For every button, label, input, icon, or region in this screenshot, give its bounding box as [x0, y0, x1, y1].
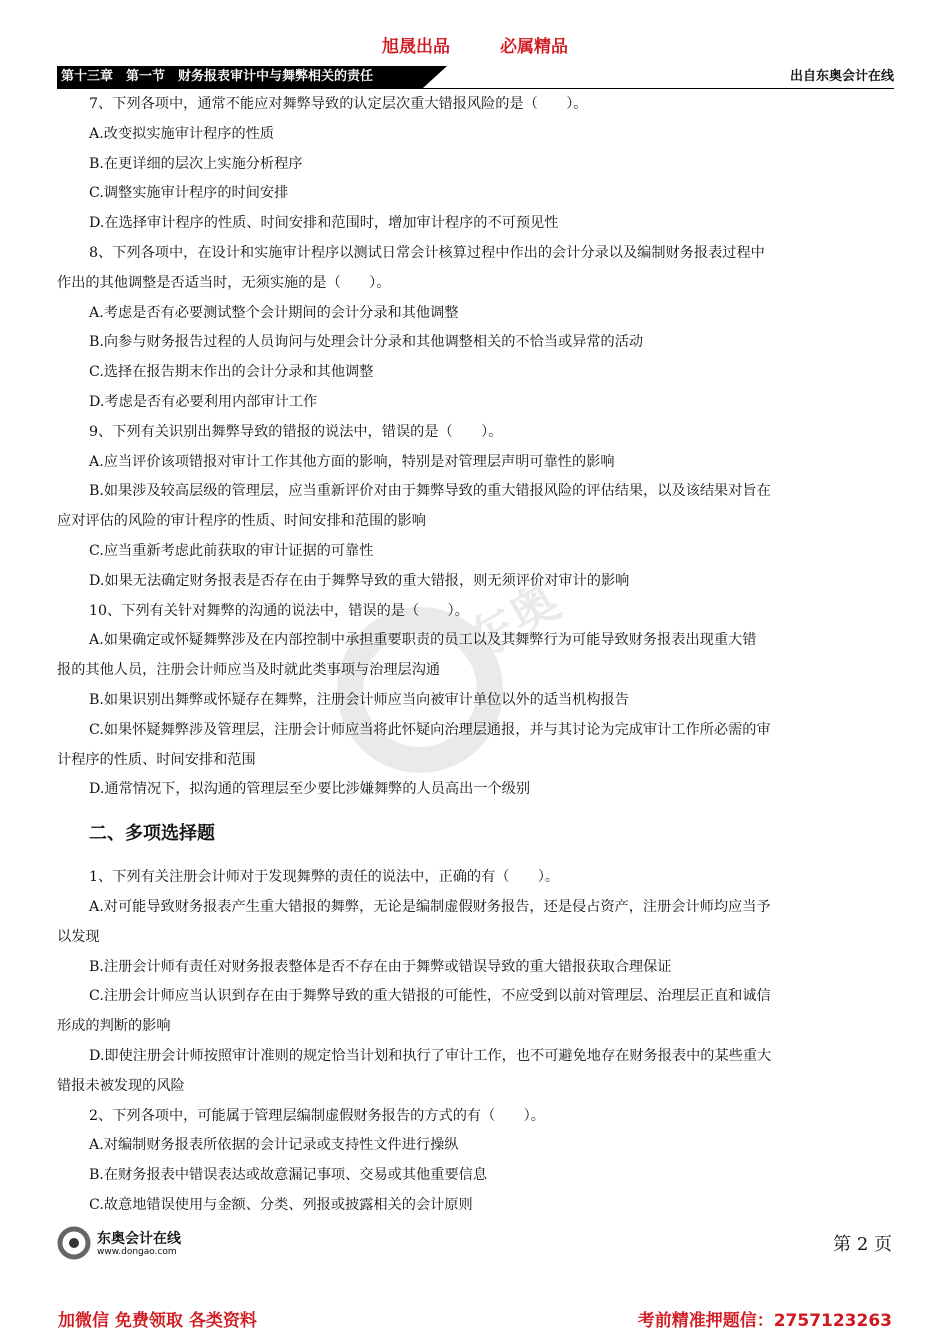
- header-source: 出自东奥会计在线: [789, 69, 894, 84]
- mq-1a-cont: 以发现: [57, 928, 100, 945]
- option-10a-cont: 报的其他人员，注册会计师应当及时就此类事项与治理层沟通: [57, 662, 441, 679]
- mq-2b: B.在财务报表中错误表达或故意漏记事项、交易或其他重要信息: [89, 1167, 488, 1184]
- option-10a: A.如果确定或怀疑舞弊涉及在内部控制中承担重要职责的员工以及其舞弊行为可能导致财务报表出现重大错: [89, 632, 757, 649]
- logo-url: www.dongao.com: [97, 1247, 177, 1257]
- question-7: 7、下列各项中，通常不能应对舞弊导致的认定层次重大错报风险的是（ ）。: [89, 96, 588, 112]
- question-list: [57, 90, 894, 1221]
- option-9b: B.如果涉及较高层级的管理层，应当重新评价对由于舞弊导致的重大错报风险的评估结果，以及该结果对旨在: [89, 483, 771, 500]
- mq-1a: A.对可能导致财务报表产生重大错报的舞弊，无论是编制虚假财务报告，还是侵占资产，注册会计师均应当予: [89, 898, 771, 915]
- option-10c: C.如果怀疑舞弊涉及管理层，注册会计师应当将此怀疑向治理层通报，并与其讨论为完成审计工作所必需的审: [89, 721, 771, 738]
- page-header: [57, 66, 894, 89]
- chapter-title: 第十三章 第一节 财务报表审计中与舞弊相关的责任: [57, 66, 423, 88]
- mq-2c: C.故意地错误使用与金额、分类、列报或披露相关的会计原则: [89, 1196, 473, 1213]
- question-10: 10、下列有关针对舞弊的沟通的说法中，错误的是（ ）。: [89, 602, 469, 619]
- mq-1d-cont: 错报未被发现的风险: [57, 1077, 185, 1094]
- option-8c: C.选择在报告期末作出的会计分录和其他调整: [89, 364, 374, 381]
- logo-name: 东奥会计在线: [97, 1231, 181, 1247]
- slogan-left: 旭晟出品: [382, 37, 451, 57]
- slogan-right: 必属精品: [499, 37, 568, 57]
- mq-1: 1、下列有关注册会计师对于发现舞弊的责任的说法中，正确的有（ ）。: [89, 869, 560, 886]
- mq-1b: B.注册会计师有责任对财务报表整体是否不存在由于舞弊或错误导致的重大错报获取合理保证: [89, 958, 672, 975]
- section-title: 二、多项选择题: [89, 823, 215, 845]
- page-number: 第 2 页: [833, 1234, 892, 1255]
- header-bar-slant: [423, 66, 447, 88]
- svg-text:东奥: 东奥: [458, 573, 570, 671]
- mq-2a: A.对编制财务报表所依据的会计记录或支持性文件进行操纵: [89, 1137, 459, 1154]
- mq-1d: D.即使注册会计师按照审计准则的规定恰当计划和执行了审计工作，也不可避免地存在财务报表中的某些重大: [89, 1047, 772, 1064]
- option-7b: B.在更详细的层次上实施分析程序: [89, 155, 303, 172]
- bottom-promo-right: 考前精准押题信：2757123263: [637, 1311, 892, 1331]
- option-9d: D.如果无法确定财务报表是否存在由于舞弊导致的重大错报，则无须评价对审计的影响: [89, 572, 630, 589]
- mq-2: 2、下列各项中，可能属于管理层编制虚假财务报告的方式的有（ ）。: [89, 1107, 545, 1124]
- option-8d: D.考虑是否有必要利用内部审计工作: [89, 393, 318, 410]
- mq-1c: C.注册会计师应当认识到存在由于舞弊导致的重大错报的可能性，不应受到以前对管理层、治理层正直和诚信: [89, 988, 771, 1005]
- option-9c: C.应当重新考虑此前获取的审计证据的可靠性: [89, 542, 374, 559]
- option-7c: C.调整实施审计程序的时间安排: [89, 185, 289, 202]
- question-9: 9、下列有关识别出舞弊导致的错报的说法中，错误的是（ ）。: [89, 423, 503, 440]
- option-10b: B.如果识别出舞弊或怀疑存在舞弊，注册会计师应当向被审计单位以外的适当机构报告: [89, 691, 629, 708]
- question-8-cont: 作出的其他调整是否适当时，无须实施的是（ ）。: [57, 274, 391, 291]
- option-8a: A.考虑是否有必要测试整个会计期间的会计分录和其他调整: [89, 304, 459, 321]
- option-10c-cont: 计程序的性质、时间安排和范围: [57, 751, 256, 768]
- question-8: 8、下列各项中，在设计和实施审计程序以测试日常会计核算过程中作出的会计分录以及编制财务报表过程中: [89, 244, 765, 261]
- option-9b-cont: 应对评估的风险的审计程序的性质、时间安排和范围的影响: [57, 513, 426, 530]
- option-7d: D.在选择审计程序的性质、时间安排和范围时，增加审计程序的不可预见性: [89, 215, 559, 232]
- option-7a: A.改变拟实施审计程序的性质: [89, 125, 275, 142]
- mq-1c-cont: 形成的判断的影响: [57, 1018, 171, 1035]
- option-8b: B.向参与财务报告过程的人员询问与处理会计分录和其他调整相关的不恰当或异常的活动: [89, 334, 644, 351]
- dongao-logo-icon: [57, 1226, 91, 1260]
- option-10d: D.通常情况下，拟沟通的管理层至少要比涉嫌舞弊的人员高出一个级别: [89, 781, 531, 798]
- option-9a: A.应当评价该项错报对审计工作其他方面的影响，特别是对管理层声明可靠性的影响: [89, 453, 615, 470]
- bottom-promo-left: 加微信 免费领取 各类资料: [58, 1311, 257, 1331]
- top-slogan: [0, 32, 950, 57]
